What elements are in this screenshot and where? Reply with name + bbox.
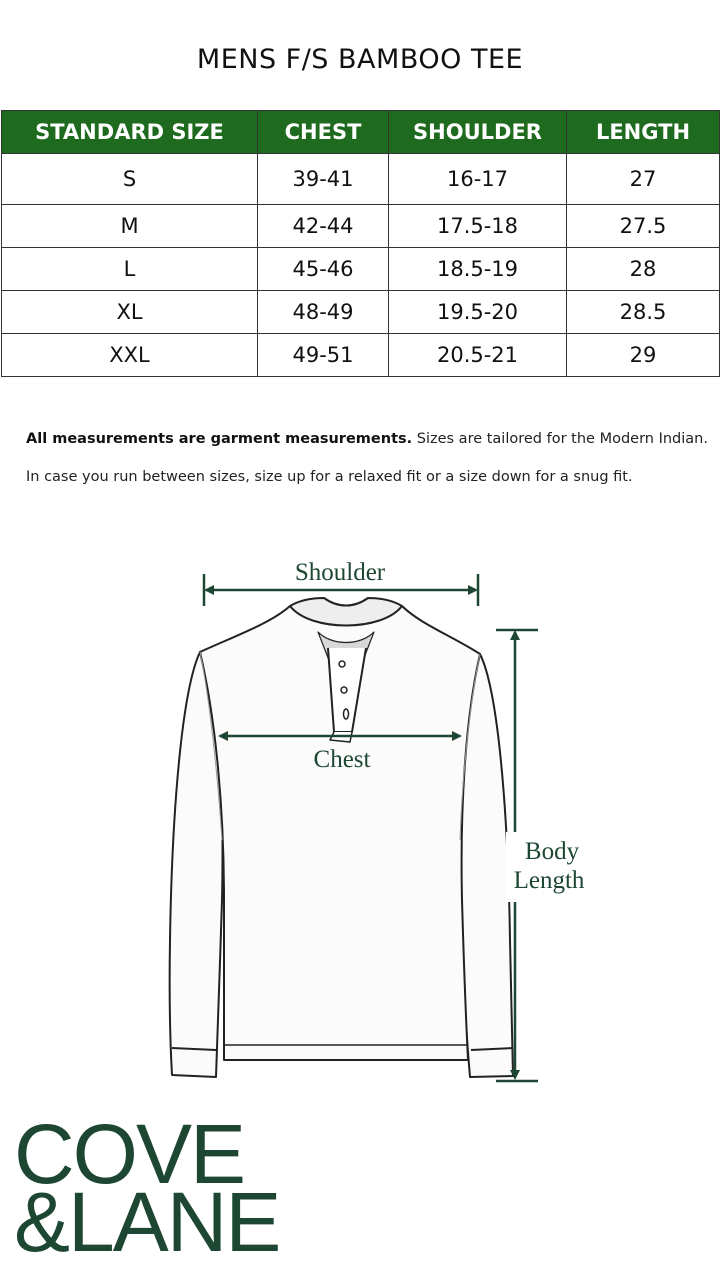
page-title: MENS F/S BAMBOO TEE xyxy=(196,44,524,75)
tee-outline-illustration xyxy=(170,598,513,1077)
size-cell: XL xyxy=(2,291,258,334)
brand-logo-line1: COVE xyxy=(14,1107,245,1201)
measurement-note-bold: All measurements are garment measurements. xyxy=(26,431,413,447)
table-row xyxy=(2,154,720,205)
size-chart-table xyxy=(1,110,720,377)
shoulder-cell: 18.5-19 xyxy=(389,248,567,291)
measurement-note-rest: Sizes are tailored for the Modern Indian. xyxy=(412,431,708,447)
shoulder-cell: 17.5-18 xyxy=(389,205,567,248)
header-chest: CHEST xyxy=(258,111,389,154)
chest-cell: 45-46 xyxy=(258,248,389,291)
table-row xyxy=(2,248,720,291)
size-cell: S xyxy=(2,154,258,205)
table-row xyxy=(2,205,720,248)
brand-logo-line2: &LANE xyxy=(14,1175,280,1269)
header-shoulder: SHOULDER xyxy=(389,111,567,154)
length-cell: 28.5 xyxy=(567,291,720,334)
size-cell: XXL xyxy=(2,334,258,377)
measurement-note xyxy=(26,431,708,447)
size-cell: L xyxy=(2,248,258,291)
shoulder-cell: 20.5-21 xyxy=(389,334,567,377)
chest-cell: 49-51 xyxy=(258,334,389,377)
length-cell: 29 xyxy=(567,334,720,377)
body-length-label-line2: Length xyxy=(513,867,585,894)
chest-cell: 48-49 xyxy=(258,291,389,334)
shoulder-cell: 19.5-20 xyxy=(389,291,567,334)
table-header-row xyxy=(2,111,720,154)
length-cell: 28 xyxy=(567,248,720,291)
chest-label: Chest xyxy=(313,746,371,773)
table-row xyxy=(2,291,720,334)
fit-advice-note: In case you run between sizes, size up for a relaxed fit or a size down for a snug fit. xyxy=(26,469,633,485)
table-row xyxy=(2,334,720,377)
chest-cell: 39-41 xyxy=(258,154,389,205)
length-cell: 27.5 xyxy=(567,205,720,248)
shoulder-label: Shoulder xyxy=(294,559,386,586)
body-length-label-line1: Body xyxy=(524,838,580,865)
length-cell: 27 xyxy=(567,154,720,205)
shoulder-cell: 16-17 xyxy=(389,154,567,205)
header-standard-size: STANDARD SIZE xyxy=(2,111,258,154)
tee-measurement-diagram xyxy=(120,520,600,1110)
header-length: LENGTH xyxy=(567,111,720,154)
chest-cell: 42-44 xyxy=(258,205,389,248)
size-cell: M xyxy=(2,205,258,248)
